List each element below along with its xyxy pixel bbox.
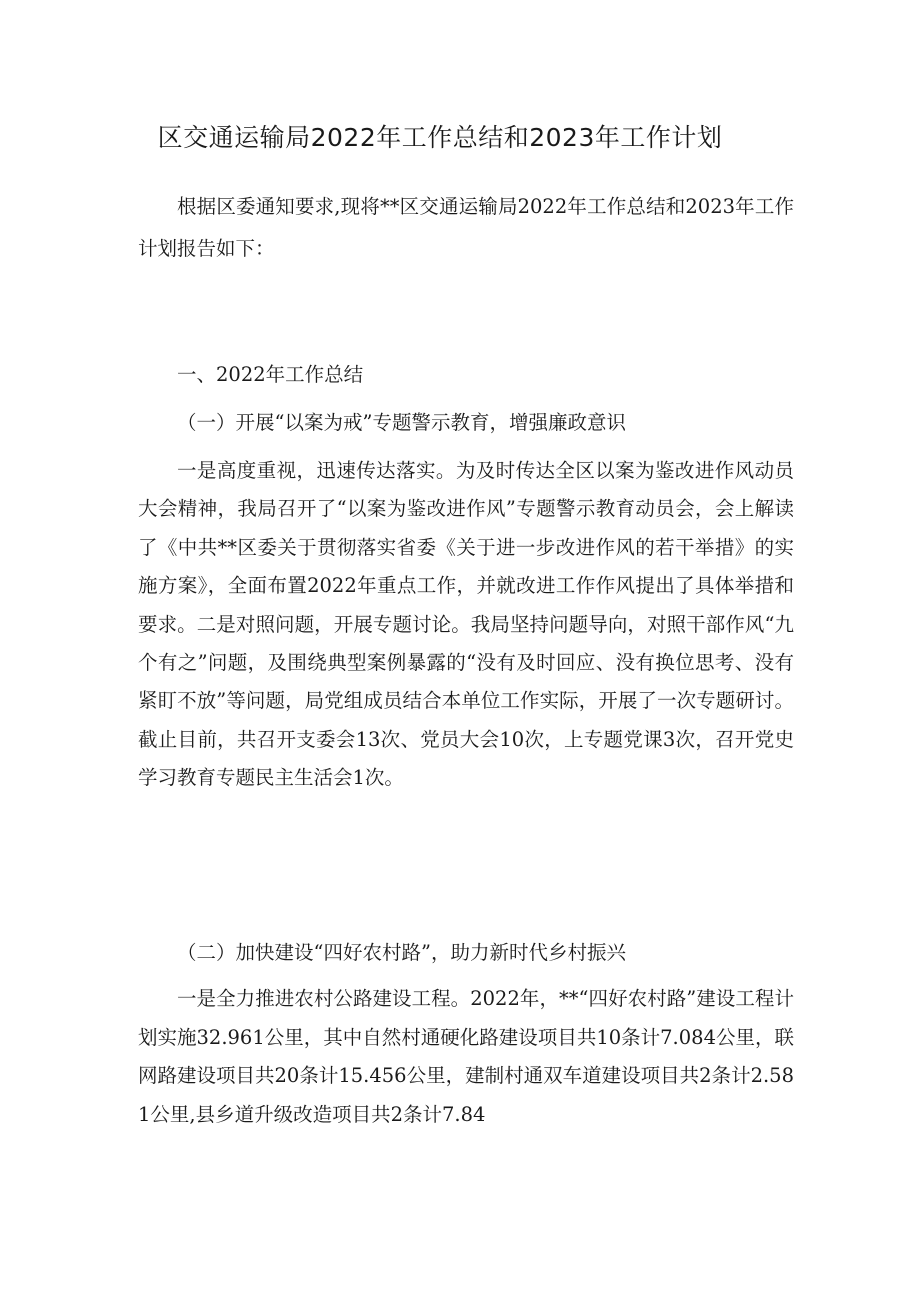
- subsection-heading-1: （一）开展“以案为戒”专题警示教育，增强廉政意识: [177, 411, 626, 434]
- section-heading-1: 一、2022年工作总结: [177, 363, 364, 386]
- intro-paragraph: 根据区委通知要求,现将**区交通运输局2022年工作总结和2023年工作计划报告如下：: [138, 195, 794, 260]
- subsection-2-paragraph: 一是全力推进农村公路建设工程。2022年，**“四好农村路”建设工程计划实施32.961公里，其中自然村通硬化路建设项目共10条计7.084公里，联网路建设项目共20条计15.456公里，建制村通双车道建设项目共2条计2.581公里,县乡道升级改造项目共2条计7.84: [138, 987, 794, 1126]
- subsection-1-paragraph: 一是高度重视，迅速传达落实。为及时传达全区以案为鉴改进作风动员大会精神，我局召开了“以案为鉴改进作风”专题警示教育动员会，会上解读了《中共**区委关于贯彻落实省委《关于进一步改进作风的若干举措》的实施方案》，全面布置2022年重点工作，并就改进工作作风提出了具体举措和要求。二是对照问题，开展专题讨论。我局坚持问题导向，对照干部作风“九个有之”问题，及围绕典型案例暴露的“没有及时回应、没有换位思考、没有紧盯不放”等问题，局党组成员结合本单位工作实际，开展了一次专题研讨。截止目前，共召开支委会13次、党员大会10次，上专题党课3次，召开党史学习教育专题民主生活会1次。: [138, 459, 794, 790]
- document-title: 区交通运输局2022年工作总结和2023年工作计划: [157, 123, 723, 152]
- subsection-heading-2: （二）加快建设“四好农村路”，助力新时代乡村振兴: [177, 941, 626, 964]
